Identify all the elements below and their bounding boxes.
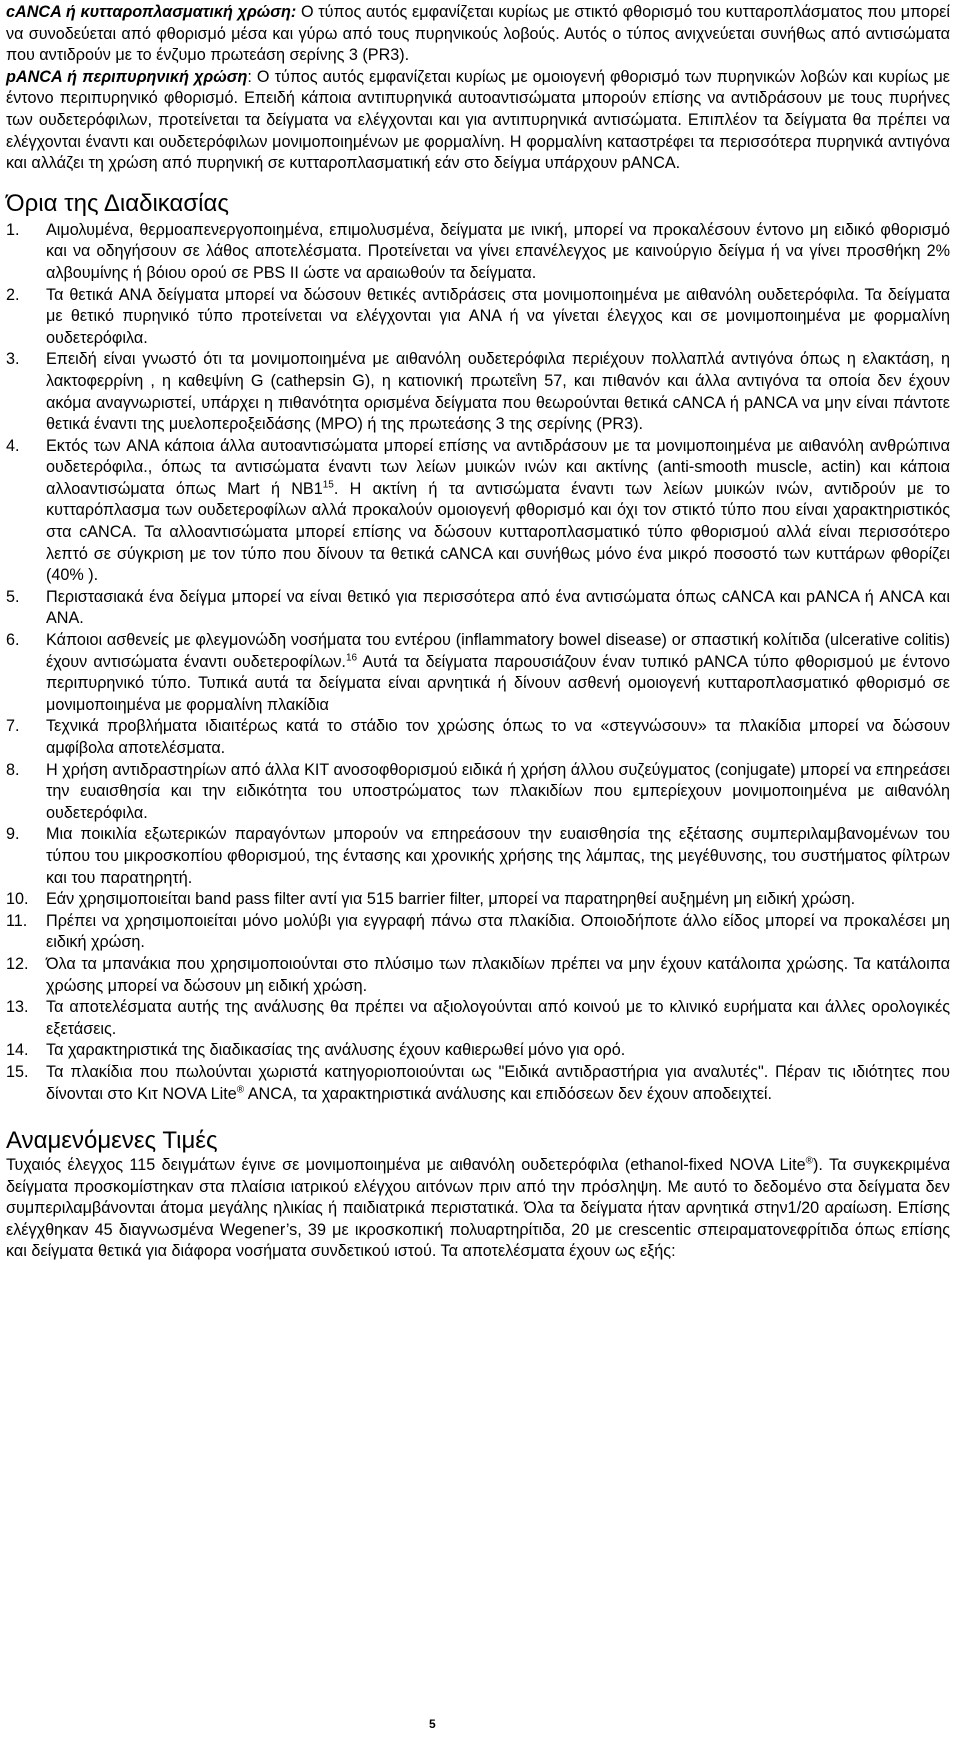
expected-text-part: Τυχαιός έλεγχος 115 δειγμάτων έγινε σε μονιμοποιημένα με αιθανόλη ουδετερόφιλα (ethanol-fixed NOVA Lite <box>6 1156 806 1175</box>
panca-paragraph <box>6 67 950 175</box>
expected-values-paragraph <box>6 1155 950 1263</box>
limits-heading: Όρια της Διαδικασίας <box>6 189 229 217</box>
item-text: Μια ποικιλία εξωτερικών παραγόντων μπορούν να επηρεάσουν την ευαισθησία της εξέτασης συμπεριλαμβανομένων του τύπου του μικροσκοπίου φθορισμού, της έντασης και χρονικής χρήσης της λάμπας, της μεγέθυνσης, του συστήματος φίλτρων και του παρατηρητή. <box>46 825 950 887</box>
list-item <box>6 997 950 1040</box>
item-text: Όλα τα μπανάκια που χρησιμοποιούνται στο πλύσιμο των πλακιδίων πρέπει να μην έχουν κατάλοιπα χρώσης. Τα κατάλοιπα χρώσης μπορεί να δώσουν μη ειδική χρώση. <box>46 954 950 995</box>
item-text: Περιστασιακά ένα δείγμα μπορεί να είναι θετικό για περισσότερα από ένα αντισώματα όπως cANCA και pANCA ή ANCA και ANA. <box>46 587 950 628</box>
item-number: 1. <box>6 220 20 239</box>
list-item <box>6 760 950 825</box>
list-item <box>6 824 950 889</box>
item-text: Εάν χρησιμοποιείται band pass filter αντί για 515 barrier filter, μπορεί να παρατηρηθεί αυξημένη μη ειδική χρώση. <box>46 890 856 909</box>
item-text: Τεχνικά προβλήματα ιδιαιτέρως κατά το στάδιο τον χρώσης όπως το να «στεγνώσουν» τα πλακίδια μπορεί να δώσουν αμφίβολα αποτελέσματα. <box>46 717 950 757</box>
item-text-part: . Η ακτίνη ή τα αντισώματα έναντι των λείων μυικών ινών, αντιδρούν με το κυτταρόπλασμα των ουδετεροφίλων αλλά προκαλούν ομοιογενή φθορισμό και όχι τον στικτό τύπο που είναι χαρακτηριστικός στα cANCA. Τα αλλοαντισώματα μπορεί επίσης να δώσουν κυτταροπλασματικό τύπο φθορισμού αλλά είναι περισσότερο λεπτό σε σύγκριση με τον τύπο που δίνουν τα θετικά cANCA και συνήθως μόνο ένα μικρό ποσοστό των κυττάρων φθορίζει (40% ). <box>46 479 950 585</box>
panca-term: pANCA ή περιπυρηνική χρώση <box>6 67 248 86</box>
limits-list <box>6 220 950 1105</box>
list-item <box>6 587 950 630</box>
registered-mark: ® <box>236 1084 245 1096</box>
item-number: 10. <box>6 890 29 909</box>
list-item <box>6 954 950 997</box>
registered-mark: ® <box>805 1155 814 1167</box>
item-number: 8. <box>6 760 20 779</box>
item-number: 15. <box>6 1062 29 1081</box>
item-number: 14. <box>6 1041 29 1060</box>
item-text-part: ANCA, τα χαρακτηριστικά ανάλυσης και επιδόσεων δεν έχουν αποδειχτεί. <box>244 1084 773 1103</box>
list-item <box>6 436 950 587</box>
item-number: 5. <box>6 587 20 606</box>
item-text <box>46 1062 950 1105</box>
item-number: 11. <box>6 911 28 930</box>
canca-description: Ο τύπος αυτός εμφανίζεται κυρίως με στικτό φθορισμό του κυτταροπλάσματος που μπορεί να συνοδεύεται από φθορισμό μέσα και γύρω από τους πυρηνικούς λοβούς. Αυτός ο τύπος ανιχνεύεται συνήθως από αντισώματα που αντιδρούν με το ένζυμο πρωτεάση σερίνης 3 (PR3). <box>6 3 950 65</box>
footnote-ref: 16 <box>345 652 358 664</box>
list-item <box>6 630 950 716</box>
document-page <box>6 0 950 1263</box>
list-item <box>6 911 950 954</box>
item-text <box>46 436 950 587</box>
panca-description: : Ο τύπος αυτός εμφανίζεται κυρίως με ομοιογενή φθορισμό των πυρηνικών λοβών και κυρίως με έντονο περιπυρηνικό φθορισμό. Επειδή κάποια αντιπυρηνικά αυτοαντισώματα μπορούν επίσης να αντιδράσουν με τους πυρήνες των ουδετερόφιλων, προτείνεται τα δείγματα να ελέγχονται και για αντιπυρηνικά αντισώματα. Επιπλέον τα δείγματα θα πρέπει να ελέγχονται έναντι και ουδετερόφιλων μονιμοποιημένων με φορμαλίνη. Η φορμαλίνη καταστρέφει τα περισσότερα πυρηνικά αντιγόνα και αλλάζει τη χρώση από πυρηνική σε κυτταροπλασματική εάν στο δείγμα υπάρχουν pANCA. <box>6 67 950 173</box>
canca-term: cANCA ή κυτταροπλασματική χρώση: <box>6 3 297 21</box>
list-item <box>6 1062 950 1105</box>
list-item <box>6 220 950 285</box>
list-item <box>6 285 950 350</box>
list-item <box>6 349 950 435</box>
canca-paragraph <box>6 2 950 67</box>
item-number: 12. <box>6 954 29 973</box>
item-text <box>46 630 950 716</box>
item-text-part: Κάποιοι ασθενείς με φλεγμονώδη νοσήματα του εντέρου (inflammatory bowel disease) or σπαστική κολίτιδα (ulcerative colitis) έχουν αντισώματα έναντι ουδετεροφίλων. <box>46 631 950 671</box>
item-text: Τα θετικά ANA δείγματα μπορεί να δώσουν θετικές αντιδράσεις στα μονιμοποιημένα με αιθανόλη ουδετερόφιλα. Τα δείγματα με θετικό πυρηνικό τύπο προτείνεται να ελέγχονται για ANA ή να γίνεται έλεγχος και σε μονιμοποιημένα με φορμαλίνη ουδετερόφιλα. <box>46 285 950 347</box>
item-number: 9. <box>6 825 20 844</box>
item-text: Η χρήση αντιδραστηρίων από άλλα KIT ανοσοφθορισμού ειδικά ή χρήση άλλου συζεύγματος (conjugate) μπορεί να επηρεάσει την ευαισθησία και την ειδικότητα του υποστρώματος των πλακιδίων που εμπερίεχουν μονιμοποιημένα με αιθανόλη ουδετερόφιλα. <box>46 760 950 822</box>
item-number: 4. <box>6 436 20 455</box>
item-text: Τα χαρακτηριστικά της διαδικασίας της ανάλυσης έχουν καθιερωθεί μόνο για ορό. <box>46 1041 626 1060</box>
list-item <box>6 1040 950 1062</box>
item-text: Επειδή είναι γνωστό ότι τα μονιμοποιημένα με αιθανόλη ουδετερόφιλα περιέχουν πολλαπλά αντιγόνα όπως η ελακτάση, η λακτοφερρίνη , η καθεψίνη G (cathepsin G), η κατιονική πρωτεΐνη 57, και πιθανόν και άλλα αντιγόνα τα οποία δεν έχουν ακόμα αναγνωριστεί, υπάρχει η πιθανότητα ορισμένα δείγματα που θεωρούνται θετικά cANCA ή pANCA να μην είναι πάντοτε θετικά έναντι της μυελοπεροξειδάσης (MPO) ή της πρωτεάσης 3 της σερίνης (PR3). <box>46 350 950 434</box>
expected-text-part: ). Τα συγκεκριμένα δείγματα προσκομίστηκαν στα πλαίσια ιατρικού ελέγχου αιτόνων πριν από την πρόσληψη. Με αυτό το δεδομένο στα δείγματα δεν συμπεριλαμβάνονται άτομα μεγάλης ηλικίας ή παιδιατρικά περιστατικά. Όλα τα δείγματα ήταν αρνητικά στην1/20 αραίωση. Επίσης ελέγχθηκαν 45 διαγνωσμένα Wegener’s, 39 με ικροσκοπική πολυαρτηρίτιδα, 20 με crescentic σπειραματονεφρίτιδα όπως επίσης και δείγματα θετικά για διάφορα νοσήματα συνδετικού ιστού. Τα αποτελέσματα έχουν ως εξής: <box>6 1156 950 1261</box>
item-text: Πρέπει να χρησιμοποιείται μόνο μολύβι για εγγραφή πάνω στα πλακίδια. Οποιοδήποτε άλλο είδος μπορεί να προκαλέσει μη ειδική χρώση. <box>46 911 950 952</box>
footnote-ref: 15 <box>322 479 334 491</box>
item-number: 13. <box>6 998 29 1017</box>
item-text: Τα αποτελέσματα αυτής της ανάλυσης θα πρέπει να αξιολογούνται από κοινού με το κλινικό ευρήματα και άλλες ορολογικές εξετάσεις. <box>46 998 950 1038</box>
item-text-part: Αυτά τα δείγματα παρουσιάζουν έναν τυπικό pANCA τύπο φθορισμού με έντονο περιπυρηνικό τύπο. Τυπικά αυτά τα δείγματα είναι αρνητικά ή δίνουν ασθενή ομοιογενή κυτταροπλασματικό φθορισμό σε μονιμοποιημένα με φορμαλίνη πλακίδια <box>46 652 950 714</box>
expected-values-heading: Αναμενόμενες Τιμές <box>6 1127 218 1155</box>
item-text: Αιμολυμένα, θερμοαπενεργοποιημένα, επιμολυσμένα, δείγματα με ινική, μπορεί να προκαλέσουν έντονο μη ειδικό φθορισμό και να οδηγήσουν σε λάθος αποτελέσματα. Προτείνεται να γίνει επανέλεγχος με καινούργιο δείγμα ή να γίνει προσθήκη 2% αλβουμίνης ή βόιου ορού σε PBS II ώστε να αραιωθούν τα δείγματα. <box>46 220 950 282</box>
item-number: 7. <box>6 717 20 736</box>
list-item <box>6 716 950 759</box>
item-number: 2. <box>6 285 20 304</box>
list-item <box>6 889 950 911</box>
item-number: 6. <box>6 631 20 650</box>
page-number: 5 <box>429 1717 436 1731</box>
item-text-part: Εκτός των ANA κάποια άλλα αυτοαντισώματα μπορεί επίσης να αντιδράσουν με τα μονιμοποιημένα με αιθανόλη ανθρώπινα ουδετερόφιλα., όπως τα αντισώματα έναντι των λείων μυικών ινών και ακτίνης (anti-smooth muscle, actin) και κάποια αλλοαντισώματα όπως Mart ή NB1 <box>46 436 950 498</box>
item-number: 3. <box>6 350 20 369</box>
item-text-part: Τα πλακίδια που πωλούνται χωριστά κατηγοριοποιούνται ως "Ειδικά αντιδραστήρια για αναλυτές". Πέραν τις ιδιότητες που δίνονται στο Κιτ NOVA Lite <box>46 1062 950 1103</box>
